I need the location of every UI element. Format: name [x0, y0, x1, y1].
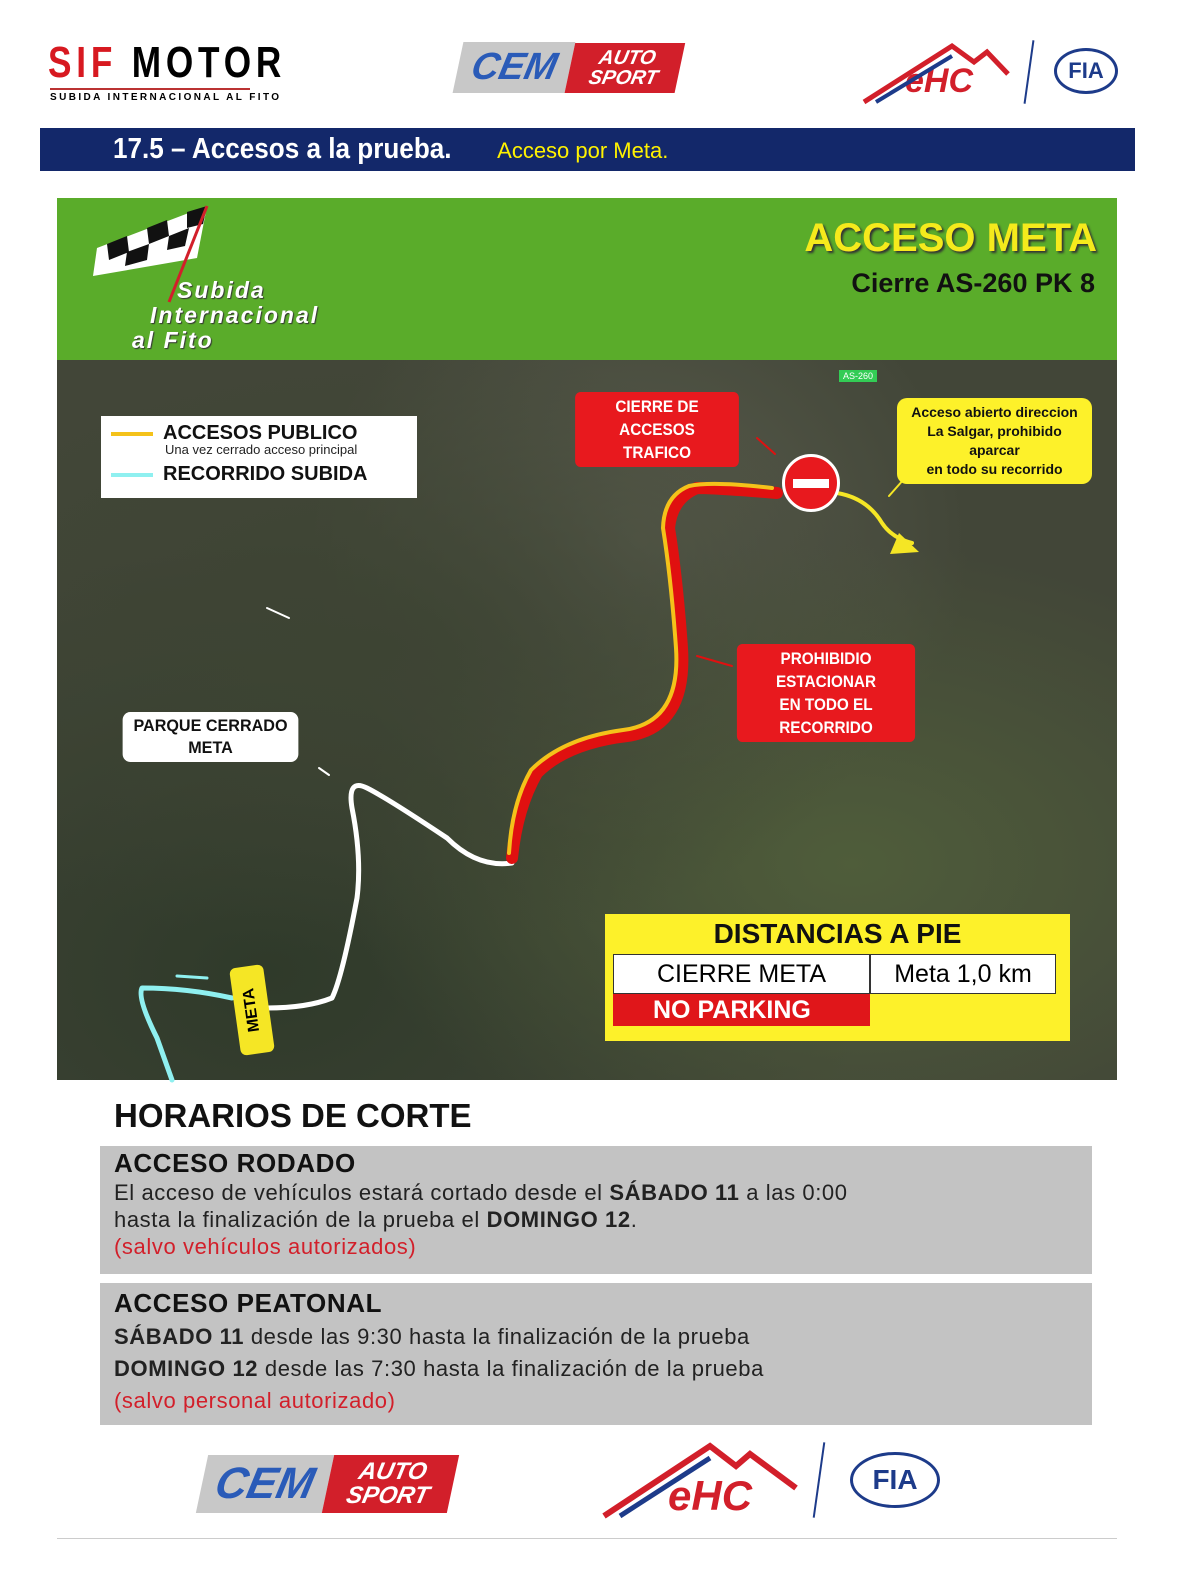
- logo-divider: [1024, 40, 1035, 104]
- footer-ehc-logo: eHC: [668, 1472, 753, 1519]
- acceso-abierto-label: [897, 398, 1092, 484]
- text: desde las 7:30 hasta la finalización de la prueba: [258, 1356, 764, 1381]
- label-line: en todo su recorrido: [926, 461, 1063, 477]
- logo-line: Internacional: [150, 302, 320, 328]
- label-line: EN TODO EL RECORRIDO: [779, 695, 873, 737]
- label-line: TRAFICO: [622, 443, 691, 462]
- logo-line: al Fito: [132, 327, 214, 353]
- ehc-logo: eHC: [905, 62, 974, 100]
- text: a las 0:00: [739, 1180, 848, 1205]
- cem-logo: CEM: [453, 42, 576, 93]
- section-title: 17.5 – Accesos a la prueba.: [113, 133, 452, 165]
- cierre-label: [575, 392, 739, 467]
- cem-autosport-logo: [453, 42, 686, 93]
- road-label: AS-260: [839, 370, 877, 382]
- text: .: [630, 1207, 638, 1232]
- text: SÁBADO 11: [609, 1180, 740, 1205]
- route-yellow: [509, 484, 772, 853]
- no-entry-icon: [782, 454, 840, 512]
- label-line: CIERRE DE ACCESOS: [615, 397, 699, 439]
- horarios-title: HORARIOS DE CORTE: [114, 1097, 472, 1134]
- label-line: PARQUE CERRADO: [133, 716, 288, 735]
- rodado-note: (salvo vehículos autorizados): [114, 1234, 417, 1259]
- footer-cem-logo: [196, 1455, 459, 1513]
- map-legend: [101, 416, 417, 498]
- text: hasta la finalización de la prueba el: [114, 1207, 487, 1232]
- route-cyan: [141, 988, 232, 1080]
- cem-logo: CEM: [196, 1455, 334, 1513]
- no-parking-label: NO PARKING: [613, 994, 870, 1026]
- event-logo-text: [132, 278, 319, 353]
- text: DOMINGO 12: [486, 1207, 631, 1232]
- logo-line: Subida: [177, 277, 266, 303]
- section-title-bar: [40, 128, 1135, 171]
- parque-cerrado-label: [123, 712, 299, 762]
- acceso-peatonal-box: [100, 1283, 1092, 1425]
- footer-fia-logo: FIA: [850, 1452, 940, 1508]
- peatonal-line-1: [114, 1321, 1078, 1353]
- acceso-rodado-box: [100, 1146, 1092, 1274]
- footer-divider: [813, 1442, 826, 1518]
- label-line: META: [188, 738, 233, 757]
- fia-logo: FIA: [1054, 48, 1118, 94]
- map-subheading: Cierre AS-260 PK 8: [851, 268, 1095, 298]
- peatonal-line-2: [114, 1353, 1078, 1385]
- legend-public-note: Una vez cerrado acceso principal: [165, 442, 358, 457]
- route-white: [267, 786, 512, 1009]
- peatonal-note: (salvo personal autorizado): [114, 1388, 396, 1413]
- legend-public: ACCESOS PUBLICO: [163, 422, 358, 444]
- label-line: Acceso abierto direccion: [911, 404, 1078, 420]
- label-line: La Salgar, prohibido aparcar: [927, 423, 1062, 458]
- bottom-rule: [57, 1538, 1117, 1539]
- sif-motor-tagline: SUBIDA INTERNACIONAL AL FITO: [50, 88, 250, 103]
- peatonal-title: ACCESO PEATONAL: [114, 1288, 383, 1318]
- autosport-logo: AUTO SPORT: [322, 1455, 459, 1513]
- text: DOMINGO 12: [114, 1356, 259, 1381]
- text: SÁBADO 11: [114, 1324, 245, 1349]
- rodado-line-2: [114, 1206, 1078, 1233]
- label-line: PROHIBIDIO ESTACIONAR: [775, 649, 877, 691]
- text: desde las 9:30 hasta la finalización de la prueba: [244, 1324, 750, 1349]
- distancias-title: DISTANCIAS A PIE: [713, 918, 962, 949]
- access-map: [57, 198, 1117, 1080]
- section-subtitle: Acceso por Meta.: [497, 138, 669, 163]
- sif-motor-logo: [48, 38, 286, 88]
- meta-sign-text: META: [240, 987, 264, 1034]
- rodado-title: ACCESO RODADO: [114, 1148, 356, 1178]
- distancia-place: CIERRE META: [613, 954, 870, 994]
- text: El acceso de vehículos estará cortado desde el: [114, 1180, 610, 1205]
- yellow-line-icon: [111, 432, 153, 436]
- distancias-box: [605, 914, 1070, 1041]
- autosport-logo: AUTO SPORT: [565, 43, 686, 93]
- map-heading: ACCESO META: [804, 216, 1097, 260]
- legend-route: RECORRIDO SUBIDA: [163, 463, 368, 485]
- distancia-value: Meta 1,0 km: [870, 954, 1056, 994]
- prohibido-label: [737, 644, 915, 742]
- cyan-line-icon: [111, 473, 153, 477]
- logo-sif: SIF: [48, 38, 118, 87]
- rodado-line-1: [114, 1179, 1078, 1206]
- logo-motor: MOTOR: [131, 38, 287, 87]
- ehc-mountain-icon: [862, 40, 1012, 106]
